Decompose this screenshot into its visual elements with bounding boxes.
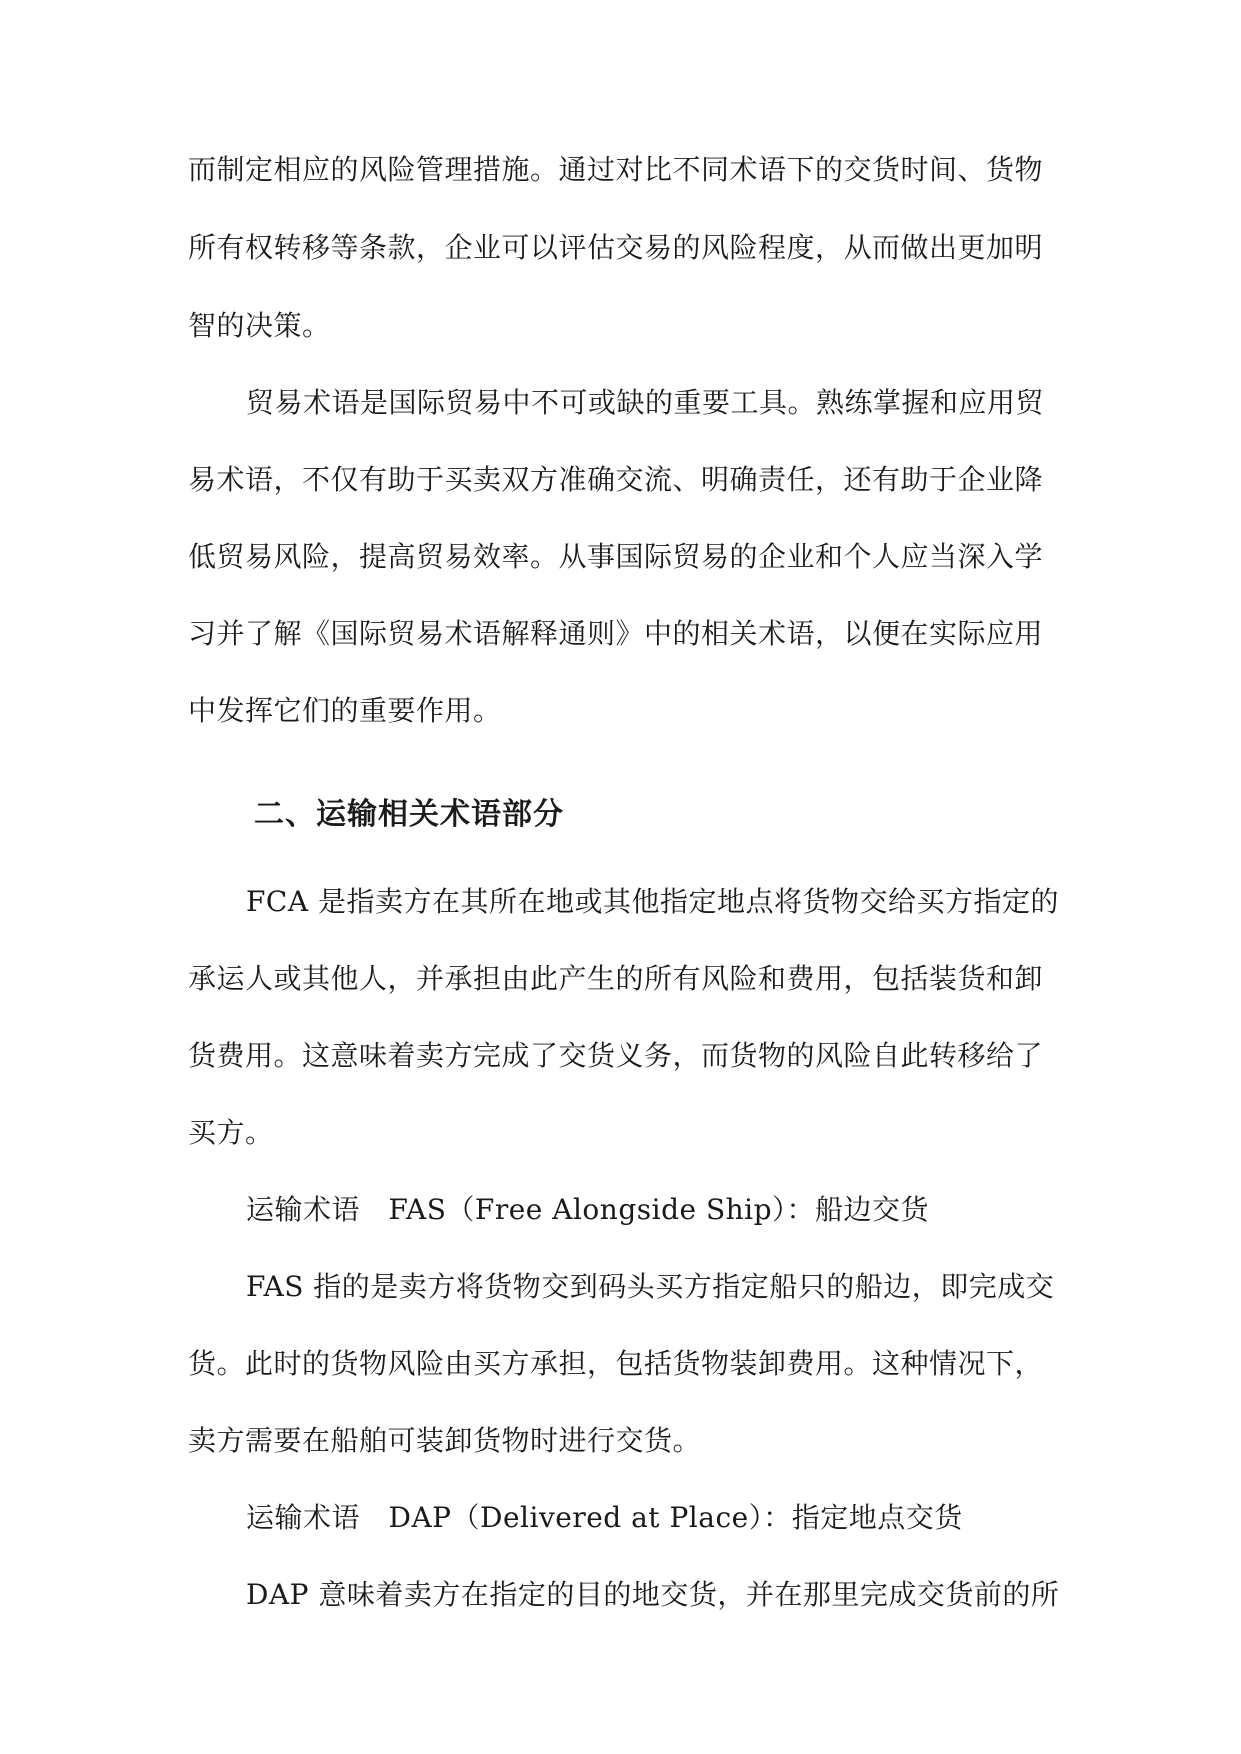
fas-paragraph-line-3: 卖方需要在船舶可装卸货物时进行交货。 [188, 1424, 702, 1457]
paragraph-1-line-1: 而制定相应的风险管理措施。通过对比不同术语下的交货时间、货物 [188, 153, 1044, 186]
paragraph-1-line-2: 所有权转移等条款，企业可以评估交易的风险程度，从而做出更加明 [188, 231, 1044, 264]
fca-paragraph-line-3: 货费用。这意味着卖方完成了交货义务，而货物的风险自此转移给了 [188, 1039, 1044, 1072]
paragraph-2-line-4: 习并了解《国际贸易术语解释通则》中的相关术语，以便在实际应用 [188, 617, 1044, 650]
fca-paragraph-line-2: 承运人或其他人，并承担由此产生的所有风险和费用，包括装货和卸 [188, 962, 1044, 995]
paragraph-2-line-1: 贸易术语是国际贸易中不可或缺的重要工具。熟练掌握和应用贸 [246, 386, 1045, 419]
dap-term-title: 运输术语 DAP（Delivered at Place）：指定地点交货 [246, 1501, 963, 1534]
fca-paragraph-line-4: 买方。 [188, 1116, 274, 1149]
fas-paragraph-line-1: FAS 指的是卖方将货物交到码头买方指定船只的船边，即完成交 [246, 1270, 1055, 1303]
paragraph-2-line-5: 中发挥它们的重要作用。 [188, 694, 502, 727]
fas-paragraph-line-2: 货。此时的货物风险由买方承担，包括货物装卸费用。这种情况下， [188, 1347, 1044, 1380]
paragraph-1-line-3: 智的决策。 [188, 309, 331, 342]
fca-paragraph-line-1: FCA 是指卖方在其所在地或其他指定地点将货物交给买方指定的 [246, 885, 1059, 918]
paragraph-2-line-2: 易术语，不仅有助于买卖双方准确交流、明确责任，还有助于企业降 [188, 463, 1044, 496]
dap-paragraph-line-1: DAP 意味着卖方在指定的目的地交货，并在那里完成交货前的所 [246, 1578, 1060, 1611]
section-heading: 二、运输相关术语部分 [254, 797, 564, 832]
fas-term-title: 运输术语 FAS（Free Alongside Ship）：船边交货 [246, 1193, 930, 1226]
paragraph-2-line-3: 低贸易风险，提高贸易效率。从事国际贸易的企业和个人应当深入学 [188, 540, 1044, 573]
